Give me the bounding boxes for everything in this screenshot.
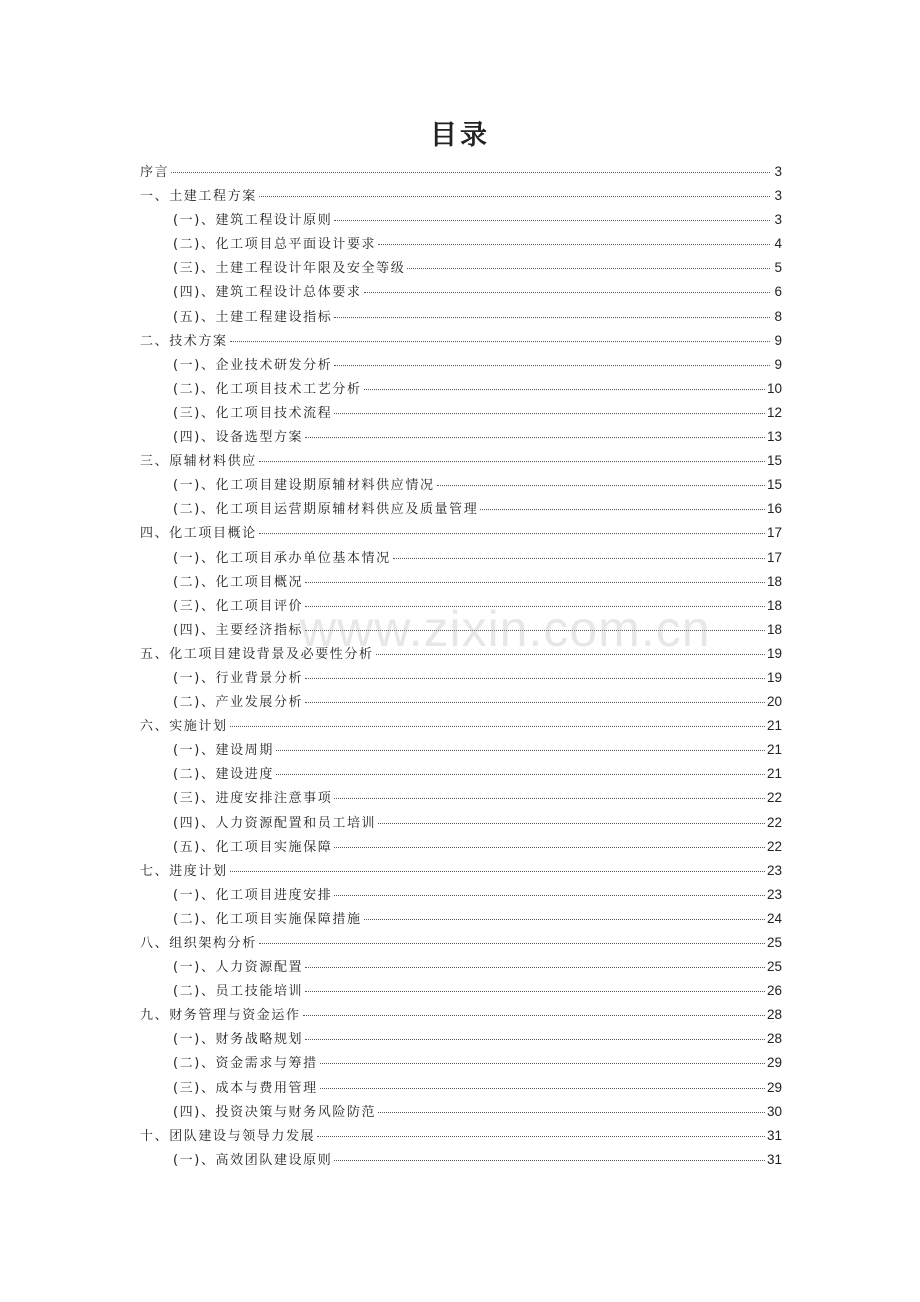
toc-entry-label: (五)、土建工程建设指标: [173, 309, 333, 325]
dot-leader: [378, 244, 770, 245]
toc-page-number: 3: [774, 188, 782, 204]
toc-page-number: 31: [766, 1127, 782, 1143]
table-of-contents: [140, 160, 782, 1172]
toc-page-number: 22: [766, 790, 782, 806]
dot-leader: [259, 943, 765, 944]
dot-leader: [480, 509, 765, 510]
dot-leader: [334, 1160, 765, 1161]
toc-entry[interactable]: [140, 1003, 782, 1027]
dot-leader: [303, 1015, 765, 1016]
dot-leader: [364, 292, 770, 293]
toc-subentry[interactable]: [140, 401, 782, 425]
toc-page-number: 29: [766, 1055, 782, 1071]
toc-subentry[interactable]: [140, 1148, 782, 1172]
toc-entry-label: (二)、员工技能培训: [173, 984, 304, 1000]
toc-entry-label: (一)、化工项目承办单位基本情况: [173, 550, 391, 566]
toc-subentry[interactable]: [140, 738, 782, 762]
toc-page-number: 26: [766, 983, 782, 999]
toc-entry-label: (四)、投资决策与财务风险防范: [173, 1104, 377, 1120]
toc-entry[interactable]: [140, 714, 782, 738]
toc-subentry[interactable]: [140, 955, 782, 979]
dot-leader: [393, 558, 765, 559]
toc-page-number: 8: [774, 308, 782, 324]
toc-subentry[interactable]: [140, 835, 782, 859]
toc-entry-label: (四)、设备选型方案: [173, 430, 304, 446]
toc-entry-label: (二)、资金需求与筹措: [173, 1056, 318, 1072]
toc-page-number: 22: [766, 814, 782, 830]
toc-page-number: 17: [766, 525, 782, 541]
toc-subentry[interactable]: [140, 594, 782, 618]
dot-leader: [407, 268, 770, 269]
dot-leader: [259, 196, 770, 197]
toc-subentry[interactable]: [140, 786, 782, 810]
toc-entry-label: (一)、财务战略规划: [173, 1032, 304, 1048]
toc-page-number: 29: [766, 1079, 782, 1095]
toc-entry[interactable]: [140, 931, 782, 955]
toc-entry[interactable]: [140, 521, 782, 545]
toc-subentry[interactable]: [140, 353, 782, 377]
toc-subentry[interactable]: [140, 377, 782, 401]
dot-leader: [334, 798, 765, 799]
dot-leader: [334, 317, 770, 318]
toc-page-number: 23: [766, 862, 782, 878]
toc-page-number: 15: [766, 453, 782, 469]
toc-entry-label: 五、化工项目建设背景及必要性分析: [140, 646, 374, 662]
dot-leader: [364, 919, 765, 920]
toc-subentry[interactable]: [140, 280, 782, 304]
dot-leader: [317, 1136, 765, 1137]
toc-subentry[interactable]: [140, 208, 782, 232]
toc-entry-label: (二)、化工项目概况: [173, 574, 304, 590]
toc-entry-label: 四、化工项目概论: [140, 526, 257, 542]
toc-subentry[interactable]: [140, 305, 782, 329]
toc-page-number: 30: [766, 1103, 782, 1119]
toc-page-number: 3: [774, 164, 782, 179]
toc-entry[interactable]: [140, 449, 782, 473]
toc-entry-label: 七、进度计划: [140, 863, 228, 879]
toc-page-number: 24: [766, 910, 782, 926]
toc-entry[interactable]: [140, 329, 782, 353]
toc-entry-label: (三)、进度安排注意事项: [173, 791, 333, 807]
toc-page-number: 12: [766, 404, 782, 420]
toc-entry-label: (一)、人力资源配置: [173, 960, 304, 976]
toc-entry-label: (四)、主要经济指标: [173, 622, 304, 638]
toc-page-number: 16: [766, 501, 782, 517]
toc-page-number: 15: [766, 477, 782, 493]
toc-subentry[interactable]: [140, 666, 782, 690]
toc-page-number: 23: [766, 886, 782, 902]
dot-leader: [305, 702, 765, 703]
toc-page-number: 18: [766, 621, 782, 637]
dot-leader: [320, 1088, 765, 1089]
dot-leader: [437, 485, 765, 486]
toc-entry-label: (二)、建设进度: [173, 767, 274, 783]
dot-leader: [259, 533, 765, 534]
toc-subentry[interactable]: [140, 570, 782, 594]
toc-entry-label: (二)、化工项目总平面设计要求: [173, 237, 377, 253]
toc-subentry[interactable]: [140, 473, 782, 497]
dot-leader: [378, 1112, 765, 1113]
toc-entry-label: (二)、化工项目运营期原辅材料供应及质量管理: [173, 502, 479, 518]
dot-leader: [305, 437, 765, 438]
toc-subentry[interactable]: [140, 1051, 782, 1075]
toc-page-number: 3: [774, 212, 782, 228]
toc-subentry[interactable]: [140, 762, 782, 786]
page-title: 目录: [430, 120, 490, 151]
dot-leader: [305, 582, 765, 583]
toc-page-number: 10: [766, 380, 782, 396]
toc-subentry[interactable]: [140, 618, 782, 642]
toc-subentry[interactable]: [140, 979, 782, 1003]
dot-leader: [230, 341, 770, 342]
dot-leader: [230, 726, 765, 727]
toc-entry-label: 八、组织架构分析: [140, 936, 257, 951]
dot-leader: [259, 461, 765, 462]
toc-page-number: 19: [766, 645, 782, 661]
toc-entry-label: (四)、建筑工程设计总体要求: [173, 285, 362, 301]
toc-entry[interactable]: [140, 1124, 782, 1148]
toc-page-number: 9: [774, 332, 782, 348]
toc-entry-label: 六、实施计划: [140, 719, 228, 735]
toc-page-number: 25: [766, 935, 782, 950]
toc-page-number: 21: [766, 742, 782, 758]
toc-page-number: 21: [766, 766, 782, 782]
toc-page-number: 18: [766, 573, 782, 589]
toc-entry-label: (一)、建设周期: [173, 743, 274, 759]
toc-entry[interactable]: [140, 642, 782, 666]
toc-entry[interactable]: [140, 184, 782, 208]
toc-entry-label: (一)、化工项目进度安排: [173, 887, 333, 903]
dot-leader: [334, 847, 765, 848]
toc-page-number: 9: [774, 356, 782, 372]
toc-page-number: 28: [766, 1031, 782, 1047]
toc-entry-label: (三)、土建工程设计年限及安全等级: [173, 261, 406, 277]
dot-leader: [334, 895, 765, 896]
toc-subentry[interactable]: [140, 546, 782, 570]
toc-subentry[interactable]: [140, 232, 782, 256]
toc-entry-label: (三)、化工项目技术流程: [173, 405, 333, 421]
toc-entry-label: 十、团队建设与领导力发展: [140, 1128, 316, 1144]
dot-leader: [305, 606, 765, 607]
dot-leader: [305, 967, 765, 968]
toc-entry-label: (四)、人力资源配置和员工培训: [173, 815, 377, 831]
toc-page-number: 22: [766, 838, 782, 854]
toc-page-number: 18: [766, 597, 782, 613]
toc-subentry[interactable]: [140, 1076, 782, 1100]
toc-entry[interactable]: [140, 859, 782, 883]
toc-page-number: 28: [766, 1007, 782, 1023]
toc-entry-label: (一)、化工项目建设期原辅材料供应情况: [173, 478, 435, 494]
toc-subentry[interactable]: [140, 883, 782, 907]
toc-page-number: 21: [766, 718, 782, 734]
toc-entry-label: (三)、成本与费用管理: [173, 1080, 318, 1096]
toc-subentry[interactable]: [140, 1100, 782, 1124]
toc-subentry[interactable]: [140, 907, 782, 931]
toc-entry-label: 三、原辅材料供应: [140, 454, 257, 470]
toc-subentry[interactable]: [140, 1027, 782, 1051]
dot-leader: [334, 220, 770, 221]
toc-entry-label: (一)、企业技术研发分析: [173, 357, 333, 373]
toc-entry-label: 九、财务管理与资金运作: [140, 1008, 301, 1024]
toc-entry-label: (一)、高效团队建设原则: [173, 1152, 333, 1168]
toc-entry-label: (三)、化工项目评价: [173, 598, 304, 614]
toc-page-number: 17: [766, 549, 782, 565]
toc-page-number: 4: [774, 236, 782, 252]
dot-leader: [364, 389, 765, 390]
toc-page-number: 31: [766, 1151, 782, 1167]
dot-leader: [276, 750, 765, 751]
toc-page-number: 19: [766, 669, 782, 685]
dot-leader: [305, 991, 765, 992]
toc-entry-label: 序言: [140, 165, 170, 180]
toc-entry-label: (二)、化工项目实施保障措施: [173, 911, 362, 927]
toc-entry-label: 一、土建工程方案: [140, 189, 257, 205]
dot-leader: [305, 678, 765, 679]
dot-leader: [334, 413, 765, 414]
toc-entry[interactable]: [140, 160, 782, 184]
toc-subentry[interactable]: [140, 690, 782, 714]
dot-leader: [305, 1039, 765, 1040]
toc-entry-label: (二)、化工项目技术工艺分析: [173, 381, 362, 397]
dot-leader: [376, 654, 765, 655]
toc-page-number: 20: [766, 694, 782, 710]
toc-subentry[interactable]: [140, 256, 782, 280]
toc-page-number: 13: [766, 429, 782, 445]
dot-leader: [305, 630, 765, 631]
toc-subentry[interactable]: [140, 425, 782, 449]
toc-entry-label: (二)、产业发展分析: [173, 695, 304, 711]
dot-leader: [378, 823, 765, 824]
toc-page-number: 5: [774, 260, 782, 276]
toc-entry-label: (一)、建筑工程设计原则: [173, 213, 333, 229]
toc-page-number: 25: [766, 959, 782, 975]
toc-subentry[interactable]: [140, 811, 782, 835]
dot-leader: [276, 774, 765, 775]
toc-subentry[interactable]: [140, 497, 782, 521]
toc-page-number: 6: [774, 284, 782, 300]
watermark: www.zixin.com.cn: [300, 601, 711, 657]
dot-leader: [171, 172, 770, 173]
dot-leader: [320, 1063, 765, 1064]
toc-entry-label: (五)、化工项目实施保障: [173, 839, 333, 855]
dot-leader: [230, 871, 765, 872]
toc-entry-label: (一)、行业背景分析: [173, 670, 304, 686]
toc-entry-label: 二、技术方案: [140, 333, 228, 349]
dot-leader: [334, 365, 770, 366]
